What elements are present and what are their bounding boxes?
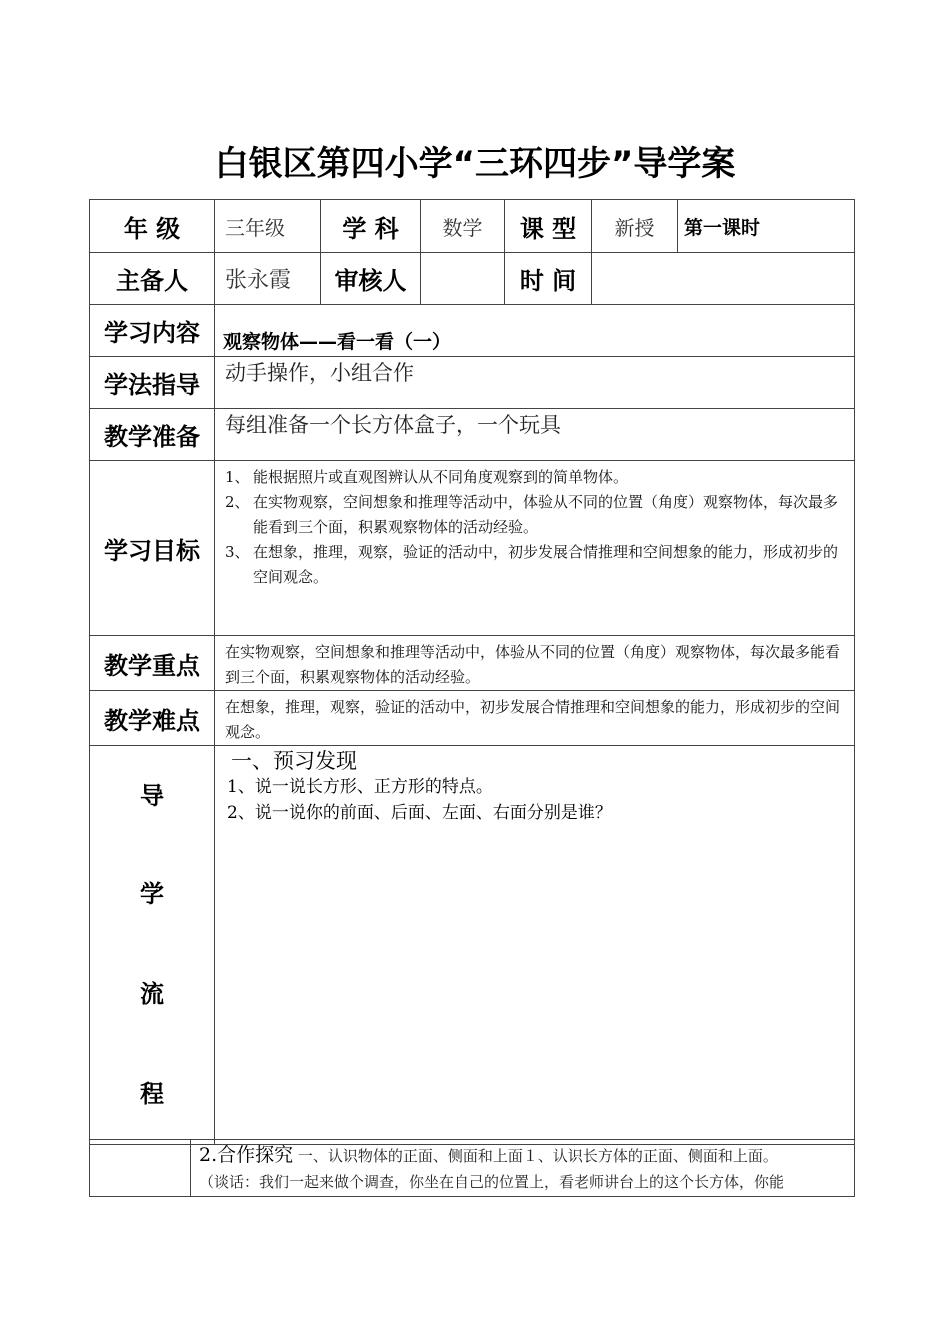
difficulty-value: 在想象，推理，观察，验证的活动中，初步发展合情推理和空间想象的能力，形成初步的空间观念。 xyxy=(215,691,855,746)
flow-char: 程 xyxy=(140,1080,164,1108)
preparation-label: 教学准备 xyxy=(90,409,215,461)
flow-char: 导 xyxy=(140,782,164,810)
cooperation-line: 一、认识物体的正面、侧面和上面１、认识长方体的正面、侧面和上面。 xyxy=(297,1147,778,1165)
grade-label: 年 级 xyxy=(90,200,215,253)
flow-char: 流 xyxy=(140,980,164,1008)
preparer-label: 主备人 xyxy=(90,253,215,305)
goal-item: 3、 在想象，推理，观察，验证的活动中，初步发展合情推理和空间想象的能力，形成初步的空间观念。 xyxy=(225,543,839,586)
content-label: 学习内容 xyxy=(90,305,215,357)
preparer-value: 张永霞 xyxy=(215,253,321,305)
lesson-type-label: 课 型 xyxy=(505,200,592,253)
subject-label: 学 科 xyxy=(321,200,421,253)
goal-item: 2、 在实物观察，空间想象和推理等活动中，体验从不同的位置（角度）观察物体，每次最多能看到三个面，积累观察物体的活动经验。 xyxy=(225,493,839,536)
subject-value: 数学 xyxy=(421,200,505,253)
time-label: 时 间 xyxy=(505,253,592,305)
goals-label: 学习目标 xyxy=(90,461,215,636)
goal-item: 1、 能根据照片或直观图辨认从不同角度观察到的简单物体。 xyxy=(225,468,629,486)
flow-char: 学 xyxy=(140,880,164,908)
goals-list xyxy=(225,465,848,590)
cooperation-table xyxy=(89,1139,855,1197)
key-point-value: 在实物观察，空间想象和推理等活动中，体验从不同的位置（角度）观察物体，每次最多能看到三个面，积累观察物体的活动经验。 xyxy=(215,636,855,691)
lesson-plan-table xyxy=(89,199,855,1145)
flow-label xyxy=(90,746,215,1145)
time-value xyxy=(592,253,855,305)
lesson-type-value: 新授 xyxy=(592,200,678,253)
page-title: 白银区第四小学“三环四步”导学案 xyxy=(214,144,736,184)
preparation-value: 每组准备一个长方体盒子，一个玩具 xyxy=(215,409,855,461)
difficulty-label: 教学难点 xyxy=(90,691,215,746)
flow-item: 1、说一说长方形、正方形的特点。 xyxy=(227,777,493,797)
flow-content xyxy=(215,746,855,1145)
flow-heading: 一、预习发现 xyxy=(231,749,357,773)
goals-cell xyxy=(215,461,855,636)
cooperation-heading: 2.合作探究 xyxy=(199,1144,294,1166)
flow-item: 2、说一说你的前面、后面、左面、右面分别是谁？ xyxy=(227,803,612,823)
cooperation-line: （谈话：我们一起来做个调查，你坐在自己的位置上，看老师讲台上的这个长方体，你能 xyxy=(199,1173,785,1191)
reviewer-label: 审核人 xyxy=(321,253,421,305)
key-point-label: 教学重点 xyxy=(90,636,215,691)
cooperation-content xyxy=(191,1140,855,1197)
cooperation-label-cell xyxy=(90,1140,191,1197)
reviewer-value xyxy=(421,253,505,305)
method-value: 动手操作，小组合作 xyxy=(215,357,855,409)
grade-value: 三年级 xyxy=(215,200,321,253)
method-label: 学法指导 xyxy=(90,357,215,409)
lesson-number: 第一课时 xyxy=(678,200,855,253)
content-value: 观察物体——看一看（一） xyxy=(215,305,855,357)
